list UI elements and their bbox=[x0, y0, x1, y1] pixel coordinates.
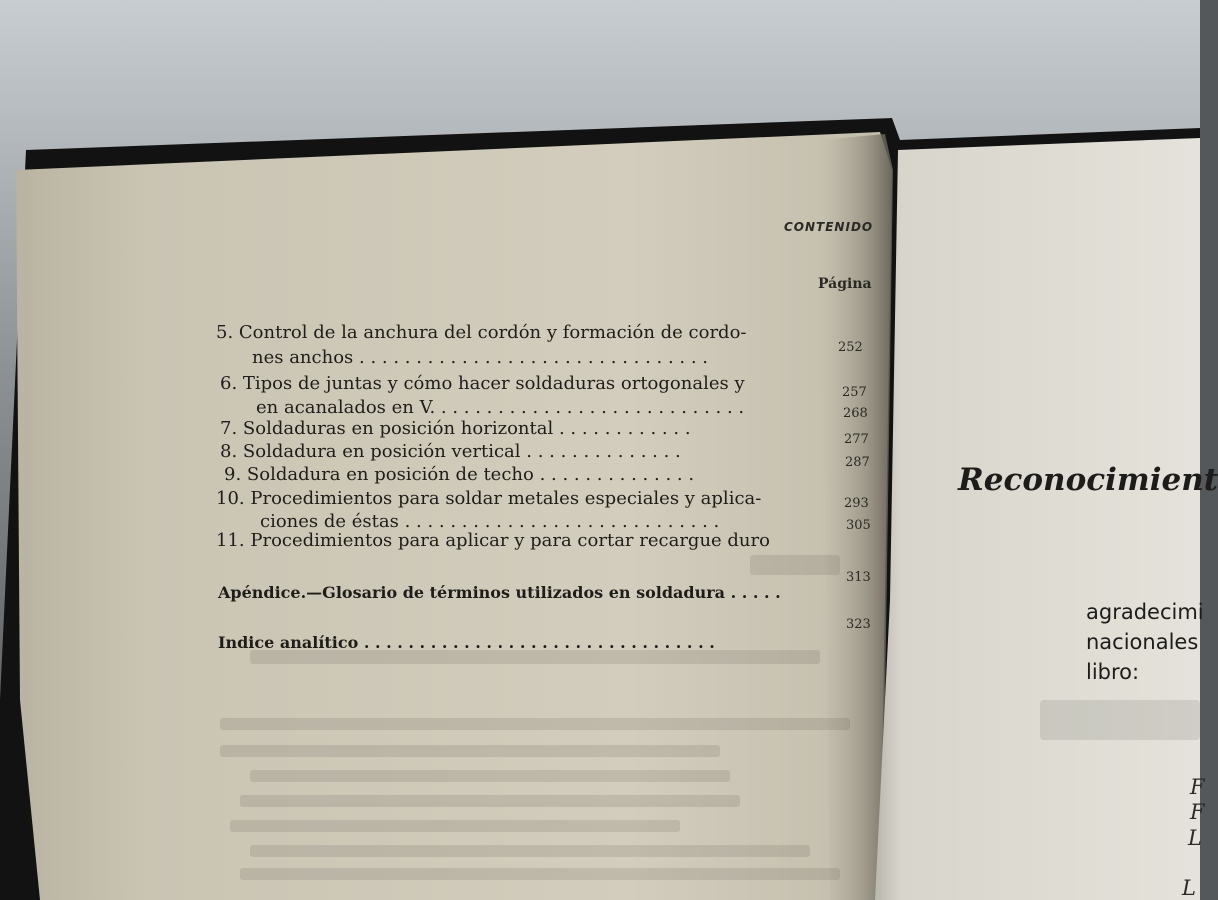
index-page: 323 bbox=[846, 617, 871, 632]
toc-entry-10-page: 293 bbox=[844, 496, 869, 511]
toc-entry-10-line1: 10. Procedimientos para soldar metales especiales y aplica- bbox=[216, 488, 762, 509]
toc-entry-5-line2: nes anchos . . . . . . . . . . . . . . . . . . . . . . . . . . . . . . . bbox=[252, 347, 709, 368]
toc-entry-5-page: 252 bbox=[838, 340, 863, 355]
right-page-paper bbox=[875, 138, 1200, 900]
right-letter-1: F bbox=[1190, 775, 1205, 799]
index-entry: Indice analítico . . . . . . . . . . . . . . . . . . . . . . . . . . . . . . . . bbox=[218, 633, 715, 652]
appendix-entry: Apéndice.—Glosario de términos utilizados en soldadura . . . . . bbox=[218, 583, 781, 602]
toc-entry-6-line2: en acanalados en V. . . . . . . . . . . . . . . . . . . . . . . . . . . . bbox=[256, 397, 745, 418]
right-line-1: agradecimi bbox=[1086, 600, 1204, 624]
toc-entry-9: 9. Soldadura en posición de techo . . . . . . . . . . . . . . bbox=[224, 464, 695, 485]
toc-entry-7: 7. Soldaduras en posición horizontal . . . . . . . . . . . . bbox=[220, 418, 691, 439]
toc-entry-6-line1: 6. Tipos de juntas y cómo hacer soldaduras ortogonales y bbox=[220, 373, 745, 394]
appendix-page: 313 bbox=[846, 570, 871, 585]
toc-entry-6-page: 257 bbox=[842, 385, 867, 400]
toc-entry-11: 11. Procedimientos para aplicar y para cortar recargue duro bbox=[216, 530, 770, 551]
toc-entry-11-page: 305 bbox=[846, 518, 871, 533]
toc-entry-7-page: 268 bbox=[843, 406, 868, 421]
toc-entry-9-page: 287 bbox=[845, 455, 870, 470]
toc-entry-8: 8. Soldadura en posición vertical . . . . . . . . . . . . . . bbox=[220, 441, 681, 462]
right-letter-3: L bbox=[1188, 826, 1202, 850]
right-line-3: libro: bbox=[1086, 660, 1140, 684]
toc-entry-8-page: 277 bbox=[844, 432, 869, 447]
right-line-2: nacionales bbox=[1086, 630, 1199, 654]
toc-entry-5-line1: 5. Control de la anchura del cordón y formación de cordo- bbox=[216, 322, 747, 343]
running-head: CONTENIDO bbox=[784, 220, 874, 234]
page-column-label: Página bbox=[818, 276, 872, 292]
toc-entry-10-line2: ciones de éstas . . . . . . . . . . . . . . . . . . . . . . . . . . . . bbox=[260, 511, 720, 532]
right-letter-4: L bbox=[1182, 876, 1196, 900]
right-letter-2: F bbox=[1190, 800, 1205, 824]
right-page-title: Reconocimient bbox=[958, 462, 1218, 498]
